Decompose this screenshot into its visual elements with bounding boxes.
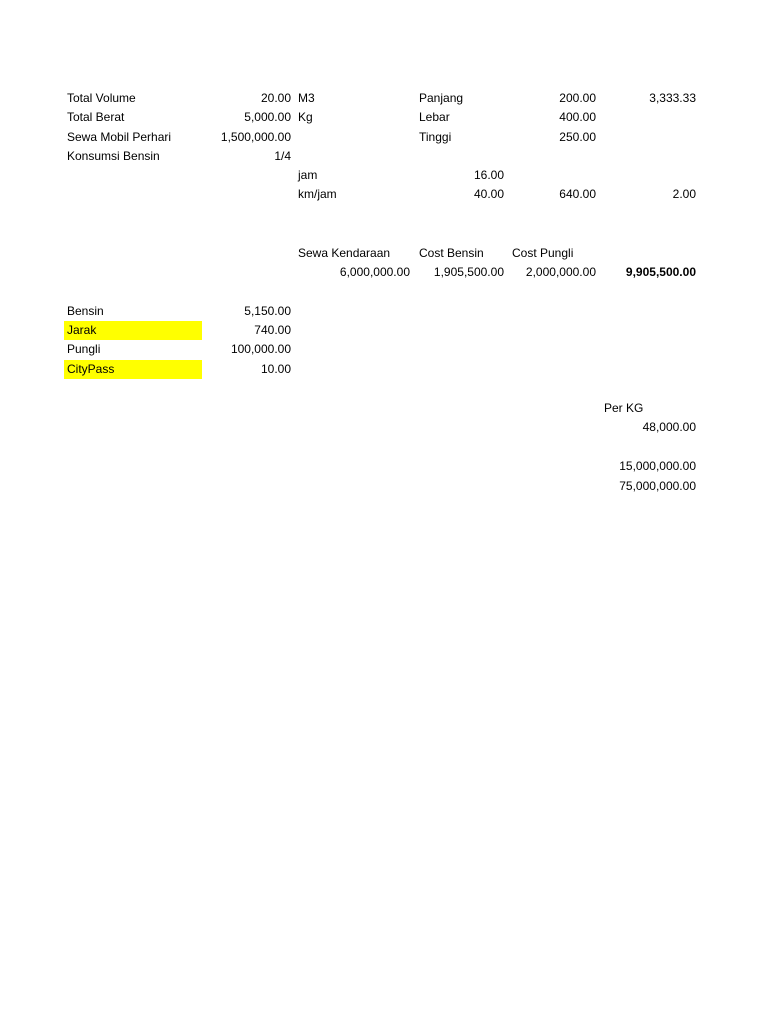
header-cost-pungli[interactable]: Cost Pungli: [512, 246, 574, 260]
unit-total-berat[interactable]: Kg: [298, 110, 313, 124]
label-km-jam[interactable]: km/jam: [298, 187, 337, 201]
value-tinggi[interactable]: 250.00: [559, 130, 596, 144]
label-total-volume[interactable]: Total Volume: [67, 91, 136, 105]
value-total-volume[interactable]: 20.00: [260, 91, 291, 105]
value-konsumsi-bensin[interactable]: 1/4: [274, 149, 291, 163]
value-citypass[interactable]: 10.00: [260, 362, 291, 376]
label-panjang[interactable]: Panjang: [419, 91, 464, 105]
value-km-jam[interactable]: 40.00: [473, 187, 504, 201]
label-per-kg[interactable]: Per KG: [604, 401, 644, 415]
value-per-kg[interactable]: 48,000.00: [642, 420, 696, 434]
value-panjang[interactable]: 200.00: [559, 91, 596, 105]
value-per-kg-3[interactable]: 75,000,000.00: [619, 479, 696, 493]
value-jam[interactable]: 16.00: [473, 168, 504, 182]
label-konsumsi-bensin[interactable]: Konsumsi Bensin: [67, 149, 160, 163]
value-cost-pungli[interactable]: 2,000,000.00: [525, 265, 596, 279]
value-sewa-kendaraan[interactable]: 6,000,000.00: [339, 265, 410, 279]
label-lebar[interactable]: Lebar: [419, 110, 450, 124]
label-total-berat[interactable]: Total Berat: [67, 110, 125, 124]
value-total-cost[interactable]: 9,905,500.00: [625, 265, 696, 279]
value-panjang-extra[interactable]: 3,333.33: [649, 91, 696, 105]
value-jarak[interactable]: 740.00: [254, 323, 291, 337]
value-km-jam-extra1[interactable]: 640.00: [559, 187, 596, 201]
value-per-kg-2[interactable]: 15,000,000.00: [619, 459, 696, 473]
value-sewa-mobil[interactable]: 1,500,000.00: [220, 130, 291, 144]
label-pungli[interactable]: Pungli: [67, 342, 101, 356]
header-cost-bensin[interactable]: Cost Bensin: [419, 246, 484, 260]
label-tinggi[interactable]: Tinggi: [419, 130, 452, 144]
header-sewa-kendaraan[interactable]: Sewa Kendaraan: [298, 246, 391, 260]
unit-total-volume[interactable]: M3: [298, 91, 315, 105]
value-total-berat[interactable]: 5,000.00: [244, 110, 291, 124]
value-cost-bensin[interactable]: 1,905,500.00: [433, 265, 504, 279]
label-sewa-mobil[interactable]: Sewa Mobil Perhari: [67, 130, 172, 144]
value-pungli[interactable]: 100,000.00: [230, 342, 291, 356]
label-jarak[interactable]: Jarak: [64, 321, 202, 340]
value-bensin[interactable]: 5,150.00: [244, 304, 291, 318]
label-bensin[interactable]: Bensin: [67, 304, 104, 318]
label-citypass[interactable]: CityPass: [64, 360, 202, 379]
label-jam[interactable]: jam: [298, 168, 318, 182]
value-km-jam-extra2[interactable]: 2.00: [672, 187, 696, 201]
value-lebar[interactable]: 400.00: [559, 110, 596, 124]
